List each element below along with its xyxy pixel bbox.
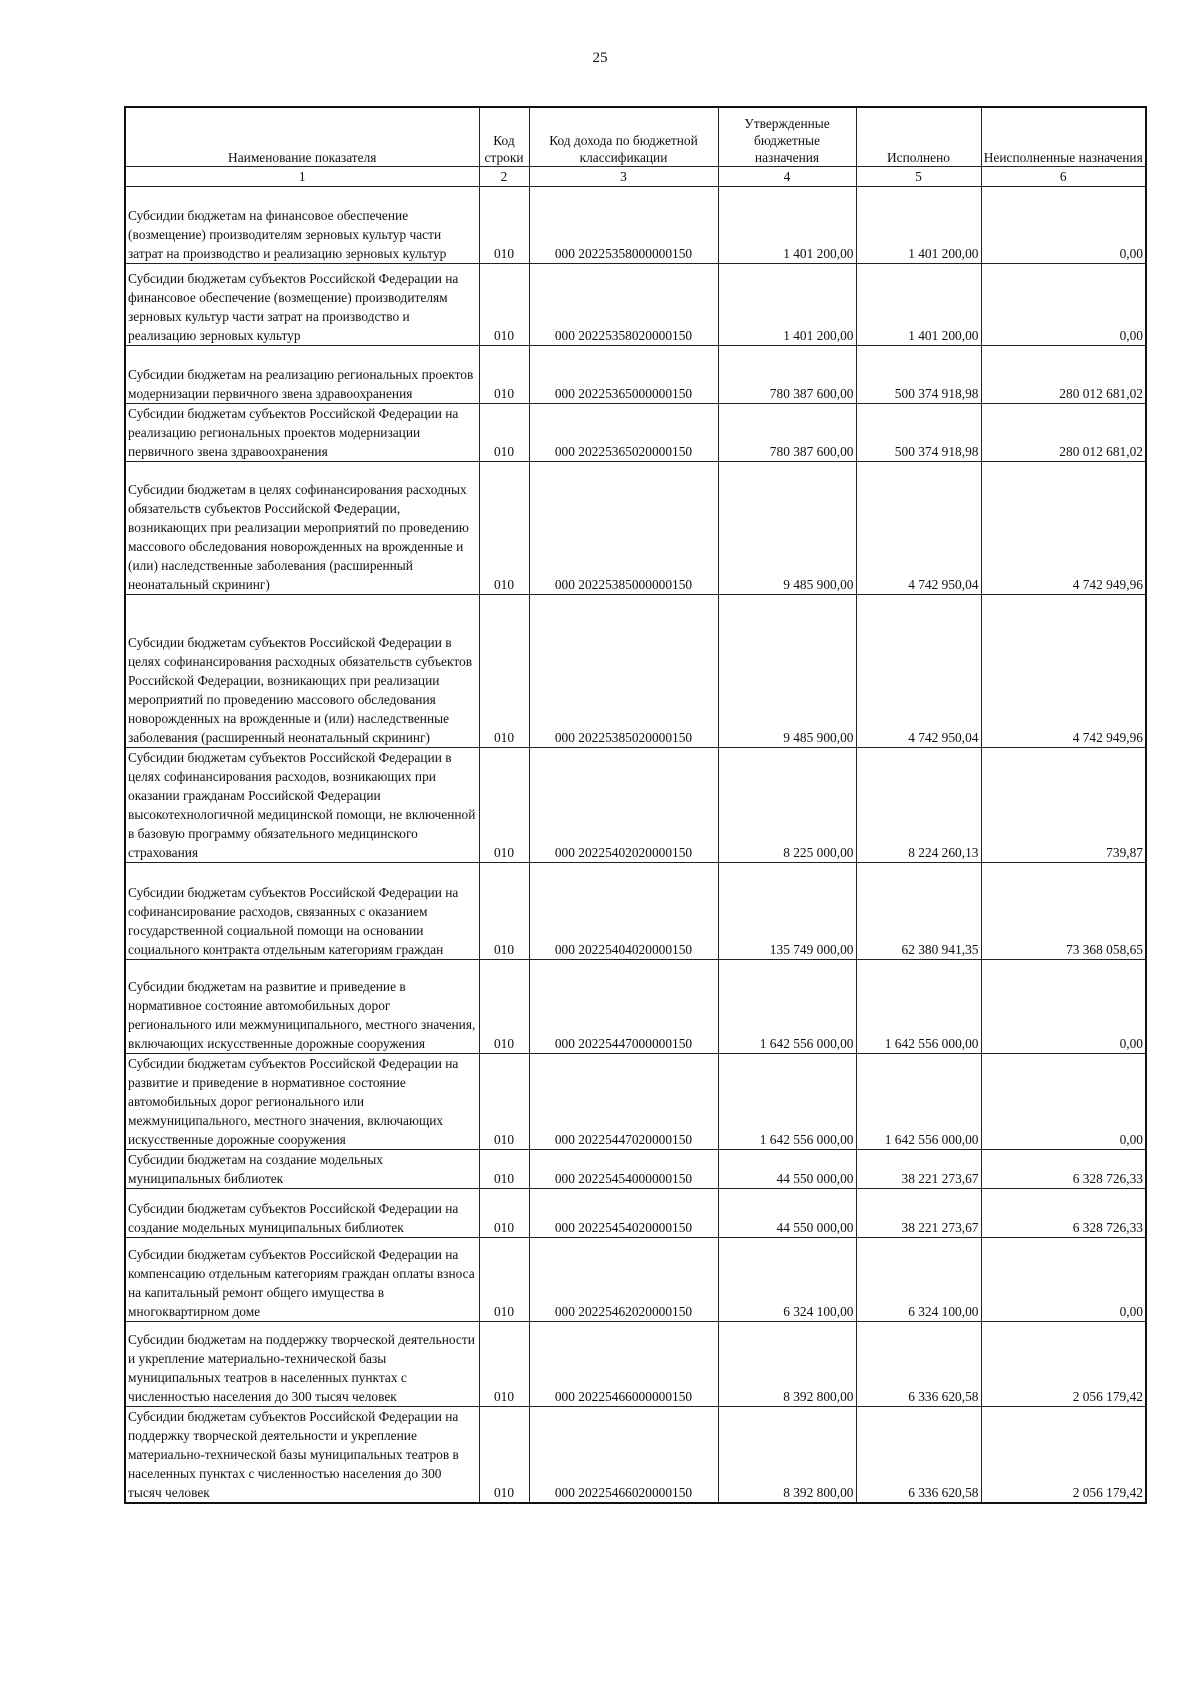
table-row: [125, 1238, 1146, 1322]
table-row: [125, 1150, 1146, 1189]
approved-amount: 44 550 000,00: [718, 1150, 856, 1189]
column-number: 6: [981, 167, 1146, 187]
income-code: 000 20225466020000150: [529, 1407, 718, 1504]
income-code: 000 20225447000000150: [529, 960, 718, 1054]
column-number: 5: [856, 167, 981, 187]
line-code: 010: [479, 595, 529, 748]
table-row: [125, 595, 1146, 748]
line-code: 010: [479, 1322, 529, 1407]
indicator-name: Субсидии бюджетам субъектов Российской Федерации на компенсацию отдельным категориям граждан оплаты взноса на капитальный ремонт общего имущества в многоквартирном доме: [125, 1238, 479, 1322]
unexecuted-amount: 0,00: [981, 960, 1146, 1054]
executed-amount: 1 642 556 000,00: [856, 960, 981, 1054]
header-executed: Исполнено: [856, 107, 981, 167]
executed-amount: 8 224 260,13: [856, 748, 981, 863]
unexecuted-amount: 2 056 179,42: [981, 1407, 1146, 1504]
approved-amount: 1 401 200,00: [718, 187, 856, 264]
unexecuted-amount: 4 742 949,96: [981, 462, 1146, 595]
table-row: [125, 187, 1146, 264]
approved-amount: 1 642 556 000,00: [718, 1054, 856, 1150]
table-row: [125, 863, 1146, 960]
unexecuted-amount: 0,00: [981, 1238, 1146, 1322]
table-row: [125, 1322, 1146, 1407]
executed-amount: 1 401 200,00: [856, 264, 981, 346]
line-code: 010: [479, 404, 529, 462]
line-code: 010: [479, 1189, 529, 1238]
approved-amount: 1 642 556 000,00: [718, 960, 856, 1054]
executed-amount: 6 336 620,58: [856, 1407, 981, 1504]
approved-amount: 9 485 900,00: [718, 462, 856, 595]
executed-amount: 6 324 100,00: [856, 1238, 981, 1322]
executed-amount: 500 374 918,98: [856, 404, 981, 462]
table-row: [125, 1189, 1146, 1238]
indicator-name: Субсидии бюджетам субъектов Российской Федерации на создание модельных муниципальных библиотек: [125, 1189, 479, 1238]
indicator-name: Субсидии бюджетам субъектов Российской Федерации в целях софинансирования расходов, возникающих при оказании гражданам Российской Федерации высокотехнологичной медицинской помощи, не включенной в базовую программу обязательного медицинского страхования: [125, 748, 479, 863]
header-unexecuted: Неисполненные назначения: [981, 107, 1146, 167]
unexecuted-amount: 280 012 681,02: [981, 404, 1146, 462]
indicator-name: Субсидии бюджетам субъектов Российской Федерации на реализацию региональных проектов модернизации первичного звена здравоохранения: [125, 404, 479, 462]
indicator-name: Субсидии бюджетам на поддержку творческой деятельности и укрепление материально-технической базы муниципальных театров в населенных пунктах с численностью населения до 300 тысяч человек: [125, 1322, 479, 1407]
approved-amount: 135 749 000,00: [718, 863, 856, 960]
executed-amount: 4 742 950,04: [856, 462, 981, 595]
income-code: 000 20225404020000150: [529, 863, 718, 960]
executed-amount: 38 221 273,67: [856, 1189, 981, 1238]
indicator-name: Субсидии бюджетам субъектов Российской Федерации на поддержку творческой деятельности и укрепление материально-технической базы муниципальных театров в населенных пунктах с численностью населения до 300 тысяч человек: [125, 1407, 479, 1504]
unexecuted-amount: 2 056 179,42: [981, 1322, 1146, 1407]
executed-amount: 38 221 273,67: [856, 1150, 981, 1189]
approved-amount: 780 387 600,00: [718, 346, 856, 404]
indicator-name: Субсидии бюджетам на создание модельных муниципальных библиотек: [125, 1150, 479, 1189]
line-code: 010: [479, 1407, 529, 1504]
line-code: 010: [479, 264, 529, 346]
indicator-name: Субсидии бюджетам на финансовое обеспечение (возмещение) производителям зерновых культур части затрат на производство и реализацию зерновых культур: [125, 187, 479, 264]
table-row: [125, 264, 1146, 346]
income-code: 000 20225466000000150: [529, 1322, 718, 1407]
approved-amount: 9 485 900,00: [718, 595, 856, 748]
income-code: 000 20225454000000150: [529, 1150, 718, 1189]
executed-amount: 4 742 950,04: [856, 595, 981, 748]
header-indicator-name: Наименование показателя: [125, 107, 479, 167]
line-code: 010: [479, 346, 529, 404]
page-number: 25: [592, 50, 608, 66]
line-code: 010: [479, 462, 529, 595]
header-line-code: Код строки: [479, 107, 529, 167]
table-row: [125, 346, 1146, 404]
income-code: 000 20225462020000150: [529, 1238, 718, 1322]
header-row: [125, 107, 1146, 167]
approved-amount: 8 392 800,00: [718, 1322, 856, 1407]
executed-amount: 62 380 941,35: [856, 863, 981, 960]
column-number-row: [125, 167, 1146, 187]
approved-amount: 44 550 000,00: [718, 1189, 856, 1238]
income-code: 000 20225402020000150: [529, 748, 718, 863]
indicator-name: Субсидии бюджетам субъектов Российской Федерации на финансовое обеспечение (возмещение) производителям зерновых культур части затрат на производство и реализацию зерновых культур: [125, 264, 479, 346]
table-row: [125, 748, 1146, 863]
unexecuted-amount: 0,00: [981, 264, 1146, 346]
indicator-name: Субсидии бюджетам субъектов Российской Федерации на развитие и приведение в нормативное состояние автомобильных дорог регионального или межмуниципального, местного значения, включающих искусственные дорожные сооружения: [125, 1054, 479, 1150]
income-code: 000 20225454020000150: [529, 1189, 718, 1238]
header-approved: Утвержденные бюджетные назначения: [718, 107, 856, 167]
approved-amount: 6 324 100,00: [718, 1238, 856, 1322]
unexecuted-amount: 0,00: [981, 187, 1146, 264]
line-code: 010: [479, 960, 529, 1054]
line-code: 010: [479, 1054, 529, 1150]
income-code: 000 20225385000000150: [529, 462, 718, 595]
indicator-name: Субсидии бюджетам на реализацию региональных проектов модернизации первичного звена здравоохранения: [125, 346, 479, 404]
header-income-code: Код дохода по бюджетной классификации: [529, 107, 718, 167]
indicator-name: Субсидии бюджетам субъектов Российской Федерации на софинансирование расходов, связанных с оказанием государственной социальной помощи на основании социального контракта отдельным категориям граждан: [125, 863, 479, 960]
unexecuted-amount: 4 742 949,96: [981, 595, 1146, 748]
executed-amount: 1 401 200,00: [856, 187, 981, 264]
income-code: 000 20225447020000150: [529, 1054, 718, 1150]
line-code: 010: [479, 187, 529, 264]
indicator-name: Субсидии бюджетам в целях софинансирования расходных обязательств субъектов Российской Федерации, возникающих при реализации мероприятий по проведению массового обследования новорожденных на врожденные и (или) наследственные заболевания (расширенный неонатальный скрининг): [125, 462, 479, 595]
unexecuted-amount: 739,87: [981, 748, 1146, 863]
line-code: 010: [479, 863, 529, 960]
approved-amount: 8 225 000,00: [718, 748, 856, 863]
column-number: 1: [125, 167, 479, 187]
line-code: 010: [479, 1238, 529, 1322]
executed-amount: 6 336 620,58: [856, 1322, 981, 1407]
table-row: [125, 1054, 1146, 1150]
table-row: [125, 960, 1146, 1054]
unexecuted-amount: 0,00: [981, 1054, 1146, 1150]
table-row: [125, 404, 1146, 462]
income-code: 000 20225385020000150: [529, 595, 718, 748]
income-code: 000 20225365020000150: [529, 404, 718, 462]
line-code: 010: [479, 748, 529, 863]
unexecuted-amount: 6 328 726,33: [981, 1150, 1146, 1189]
unexecuted-amount: 6 328 726,33: [981, 1189, 1146, 1238]
approved-amount: 1 401 200,00: [718, 264, 856, 346]
budget-execution-table: [124, 106, 1147, 1504]
approved-amount: 8 392 800,00: [718, 1407, 856, 1504]
indicator-name: Субсидии бюджетам субъектов Российской Федерации в целях софинансирования расходных обязательств субъектов Российской Федерации, возникающих при реализации мероприятий по проведению массового обследования новорожденных на врожденные и (или) наследственные заболевания (расширенный неонатальный скрининг): [125, 595, 479, 748]
column-number: 4: [718, 167, 856, 187]
table-row: [125, 1407, 1146, 1504]
table-row: [125, 462, 1146, 595]
income-code: 000 20225358000000150: [529, 187, 718, 264]
unexecuted-amount: 73 368 058,65: [981, 863, 1146, 960]
column-number: 2: [479, 167, 529, 187]
indicator-name: Субсидии бюджетам на развитие и приведение в нормативное состояние автомобильных дорог регионального или межмуниципального, местного значения, включающих искусственные дорожные сооружения: [125, 960, 479, 1054]
column-number: 3: [529, 167, 718, 187]
executed-amount: 500 374 918,98: [856, 346, 981, 404]
unexecuted-amount: 280 012 681,02: [981, 346, 1146, 404]
executed-amount: 1 642 556 000,00: [856, 1054, 981, 1150]
approved-amount: 780 387 600,00: [718, 404, 856, 462]
income-code: 000 20225365000000150: [529, 346, 718, 404]
income-code: 000 20225358020000150: [529, 264, 718, 346]
line-code: 010: [479, 1150, 529, 1189]
